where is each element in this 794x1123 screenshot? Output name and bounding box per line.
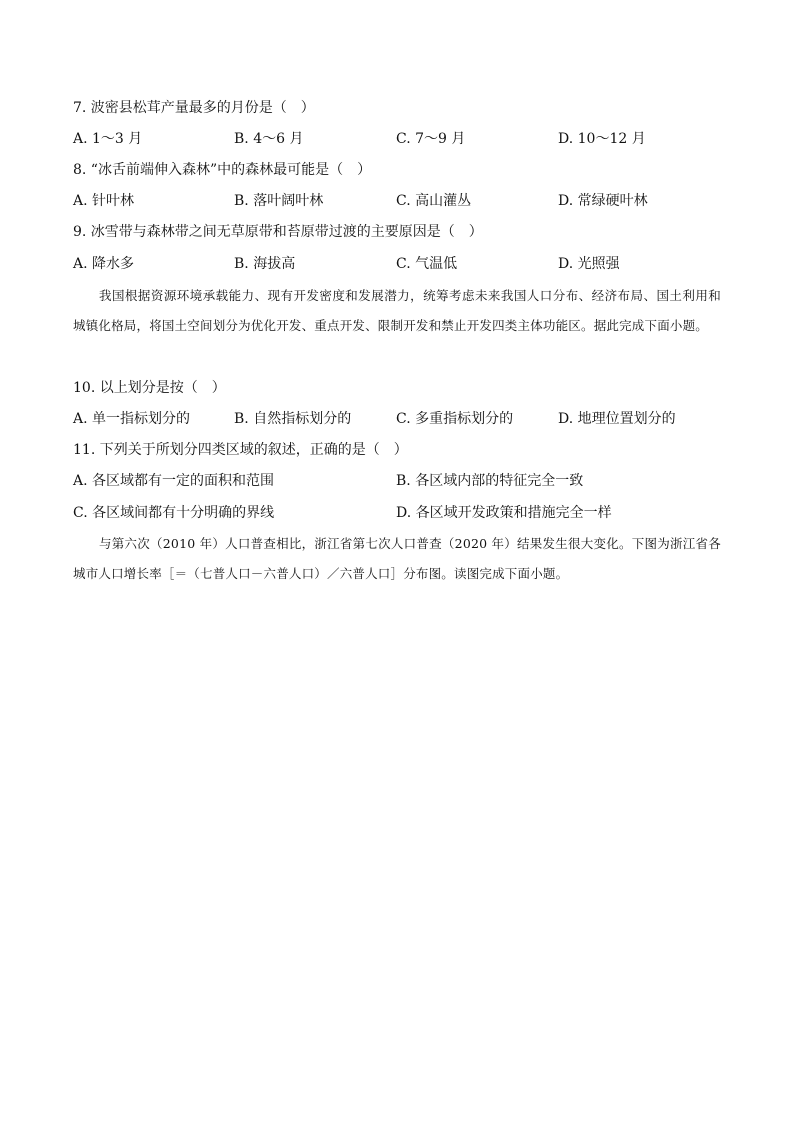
question-11-options-row-2	[73, 503, 723, 523]
question-9-stem: 9. 冰雪带与森林带之间无草原带和苔原带过渡的主要原因是（ ）	[73, 224, 483, 240]
question-11-option-c[interactable]: C. 各区域间都有十分明确的界线	[73, 505, 275, 521]
question-7-option-d[interactable]: D. 10～12 月	[558, 131, 646, 147]
question-7-stem: 7. 波密县松茸产量最多的月份是（ ）	[73, 100, 315, 116]
question-9-option-a[interactable]: A. 降水多	[73, 256, 135, 272]
question-8-stem: 8. “冰舌前端伸入森林”中的森林最可能是（ ）	[73, 162, 372, 178]
question-10-options	[73, 409, 723, 429]
reading-passage-2: 与第六次（2010 年）人口普查相比，浙江省第七次人口普查（2020 年）结果发生很大变化。下图为浙江省各城市人口增长率［＝（七普人口－六普人口）／六普人口］分布图。读图完成下面小题。	[73, 536, 721, 581]
question-7-option-c[interactable]: C. 7～9 月	[396, 131, 466, 147]
question-8-option-c[interactable]: C. 高山灌丛	[396, 193, 472, 209]
question-11-option-a[interactable]: A. 各区域都有一定的面积和范围	[73, 473, 275, 489]
question-9-options	[73, 254, 723, 274]
question-11-options-row-1	[73, 471, 723, 491]
question-10-option-d[interactable]: D. 地理位置划分的	[558, 411, 676, 427]
question-9-option-d[interactable]: D. 光照强	[558, 256, 620, 272]
question-8-option-a[interactable]: A. 针叶林	[73, 193, 135, 209]
question-9-option-c[interactable]: C. 气温低	[396, 256, 458, 272]
question-9-option-b[interactable]: B. 海拔高	[234, 256, 296, 272]
question-8-options	[73, 191, 723, 211]
question-7-option-a[interactable]: A. 1～3 月	[73, 131, 143, 147]
question-8-option-b[interactable]: B. 落叶阔叶林	[234, 193, 324, 209]
reading-passage-1: 我国根据资源环境承载能力、现有开发密度和发展潜力，统筹考虑未来我国人口分布、经济布局、国土利用和城镇化格局，将国土空间划分为优化开发、重点开发、限制开发和禁止开发四类主体功能区。据此完成下面小题。	[73, 288, 721, 333]
question-8-option-d[interactable]: D. 常绿硬叶林	[558, 193, 648, 209]
question-7-option-b[interactable]: B. 4～6 月	[234, 131, 304, 147]
question-10-stem: 10. 以上划分是按（ ）	[73, 380, 226, 396]
question-11-option-b[interactable]: B. 各区域内部的特征完全一致	[396, 473, 584, 489]
question-10-option-c[interactable]: C. 多重指标划分的	[396, 411, 514, 427]
question-10-option-b[interactable]: B. 自然指标划分的	[234, 411, 352, 427]
question-11-stem: 11. 下列关于所划分四类区域的叙述，正确的是（ ）	[73, 442, 408, 458]
question-10-option-a[interactable]: A. 单一指标划分的	[73, 411, 191, 427]
question-7-options	[73, 129, 723, 149]
question-11-option-d[interactable]: D. 各区域开发政策和措施完全一样	[396, 505, 612, 521]
